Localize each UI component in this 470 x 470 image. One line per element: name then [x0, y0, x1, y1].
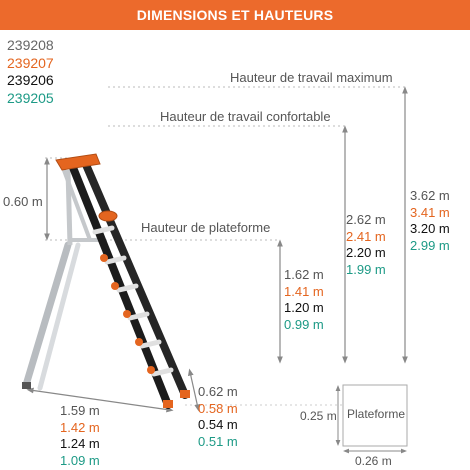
- header-title: DIMENSIONS ET HAUTEURS: [136, 7, 334, 23]
- base-length-values: [60, 403, 100, 469]
- max-work-239205: 2.99 m: [410, 237, 450, 253]
- comfortable-239207: 2.41 m: [346, 228, 386, 244]
- platform-width-value: 0.26 m: [355, 454, 392, 468]
- base-length-arrow: [30, 390, 170, 410]
- base-width-values: [198, 384, 238, 450]
- front-foot-right: [180, 390, 190, 398]
- base-length-239205: 1.09 m: [60, 452, 100, 468]
- front-foot-left: [163, 400, 173, 408]
- top-tray: [56, 154, 100, 170]
- base-length-239207: 1.42 m: [60, 419, 100, 435]
- platform-box-label: Plateforme: [347, 407, 406, 421]
- front-stile-right: [84, 160, 185, 395]
- base-width-239208: 0.62 m: [198, 384, 238, 399]
- model-239207: 239207: [7, 54, 54, 71]
- max-work-height-label: Hauteur de travail maximum: [230, 70, 393, 85]
- max-work-239208: 3.62 m: [410, 188, 450, 203]
- model-239208: 239208: [7, 37, 54, 53]
- base-width-239205: 0.51 m: [198, 433, 238, 449]
- rear-foot: [22, 382, 31, 389]
- model-239206: 239206: [7, 72, 54, 88]
- max-work-values: [410, 188, 450, 254]
- ladder-handle: [99, 211, 117, 221]
- platform-height-239207: 1.41 m: [284, 283, 324, 299]
- base-width-239206: 0.54 m: [198, 417, 238, 432]
- top-guard-value: 0.60 m: [3, 194, 43, 209]
- base-width-arrow: [190, 372, 198, 408]
- platform-height-239208: 1.62 m: [284, 267, 324, 282]
- platform-depth-value: 0.25 m: [300, 409, 337, 423]
- comfortable-work-height-label: Hauteur de travail confortable: [160, 109, 331, 124]
- max-work-239206: 3.20 m: [410, 221, 450, 236]
- base-length-239208: 1.59 m: [60, 403, 100, 418]
- platform-height-239206: 1.20 m: [284, 300, 324, 315]
- comfortable-239205: 1.99 m: [346, 261, 386, 277]
- platform-height-values: [284, 267, 324, 333]
- comfortable-239206: 2.20 m: [346, 245, 386, 260]
- model-239205: 239205: [7, 89, 54, 106]
- max-work-239207: 3.41 m: [410, 204, 450, 220]
- platform-height-239205: 0.99 m: [284, 316, 324, 332]
- comfortable-239208: 2.62 m: [346, 212, 386, 227]
- comfortable-work-values: [346, 212, 386, 278]
- base-length-239206: 1.24 m: [60, 436, 100, 451]
- platform-height-label: Hauteur de plateforme: [141, 220, 271, 235]
- base-width-239207: 0.58 m: [198, 400, 238, 416]
